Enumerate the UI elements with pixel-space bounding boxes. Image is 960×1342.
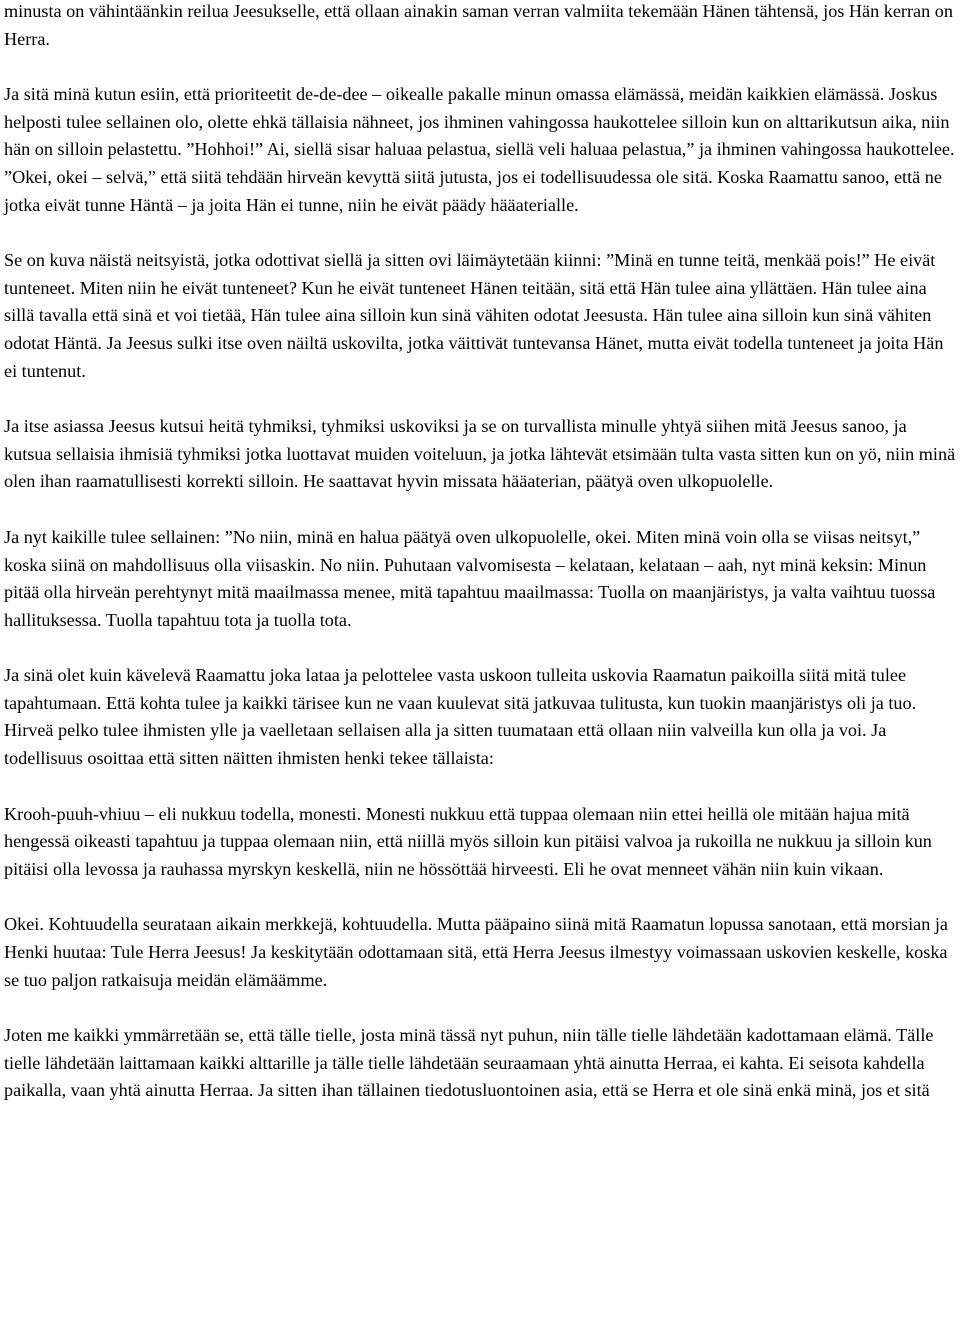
sentence: Eli he ovat menneet vähän niin kuin vikaan. [558,858,884,879]
sentence: Ja nyt kaikille tulee sellainen: ”No niin, minä en halua päätyä oven ulkopuolelle, okei. [4,526,632,547]
paragraph-9 [4,1022,956,1105]
sentence: Ja keskitytään odottamaan sitä, että Herra Jeesus ilmestyy voimassaan uskovien keskelle, koska se tuo paljon ratkaisuja meidän elämäämme. [4,942,948,990]
paragraph-6 [4,662,956,772]
sentence: He eivät tunteneet. [4,250,936,298]
paragraph-1 [4,0,956,53]
sentence: Monesti nukkuu että tuppaa olemaan niin ettei heillä ole mitään hajua mitä hengessä oikeasti tapahtuu ja tuppaa olemaan niin, että niillä myös silloin kun pitäisi valvoa ja rukoilla ne nukkuu ja silloin kun pitäisi olla levossa ja rauhassa myrskyn keskellä, niin ne hössöttää hirveesti. [4,803,932,879]
paragraph-2 [4,81,956,219]
sentence: Se on kuva näistä neitsyistä, jotka odottivat siellä ja sitten ovi läimäytetään kiinni: ”Minä en tunne teitä, menkää pois!” [4,250,870,271]
paragraph-7 [4,801,956,884]
sentence: Miten niin he eivät tunteneet? [75,277,297,298]
sentence: minusta on vähintäänkin reilua Jeesukselle, että ollaan ainakin saman verran valmiita tekemään Hänen tähtensä, jos Hän kerran on Herra. [4,1,953,49]
sentence: ”Hohhoi!” [181,139,264,160]
sentence: He saattavat hyvin missata hääaterian, päätyä oven ulkopuolelle. [298,471,774,492]
sentence: Ja sitten ihan tällainen tiedotusluontoinen asia, että se Herra et ole sinä enkä minä, jos et sitä [253,1080,930,1101]
sentence: Krooh-puuh-vhiuu – eli nukkuu todella, monesti. [4,803,362,824]
sentence: Tuolla tapahtuu tota ja tuolla tota. [101,609,352,630]
paragraph-3 [4,247,956,385]
sentence: Koska Raamattu sanoo, että ne jotka eivät tunne Häntä – ja joita Hän ei tunne, niin he eivät päädy hääaterialle. [4,166,942,215]
sentence: ”Okei, okei – selvä,” että siitä tehdään hirveän kevyttä siitä jutusta, jos ei todellisuudessa ole sitä. [4,166,713,187]
sentence: No niin. [315,554,380,575]
sentence: Ei seisota kahdella paikalla, vaan yhtä ainutta Herraa. [4,1052,925,1101]
sentence: Joskus helposti tulee sellainen olo, olette ehkä tällaisia nähneet, jos ihminen vahingossa haukottelee silloin kun on alttarikutsun aika, niin hän on silloin pelastettu. [4,84,950,160]
sentence: Tälle tielle lähdetään laittamaan kaikki alttarille ja tälle tielle lähdetään seuraamaan yhtä ainutta Herraa, ei kahta. [4,1025,934,1073]
sentence: Ai, siellä sisar haluaa pelastua, siellä veli haluaa pelastua,” ja ihminen vahingossa haukottelee. [263,139,955,160]
sentence: Puhutaan valvomisesta – kelataan, kelataan – aah, nyt minä keksin: Minun pitää olla hirveän perehtynyt mitä maailmassa menee, mitä tapahtuu maailmassa: Tuolla on maanjäristys, ja valta vaihtuu tuossa hallituksessa. [4,554,936,630]
document-page [4,0,956,1105]
sentence: Miten minä voin olla se viisas neitsyt,” koska siinä on mahdollisuus olla viisaskin. [4,526,921,575]
sentence: Mutta pääpaino siinä mitä Raamatun lopussa sanotaan, että morsian ja Henki huutaa: Tule Herra Jeesus! [4,914,948,963]
sentence: Kohtuudella seurataan aikain merkkejä, kohtuudella. [43,914,433,935]
sentence: Hän tulee aina sillä tavalla että sinä et voi tietää, Hän tulee aina silloin kun sinä vähiten odotat Jeesusta. [4,277,927,326]
sentence: Ja sinä olet kuin kävelevä Raamattu joka lataa ja pelottelee vasta uskoon tulleita uskovia Raamatun paikoilla siitä mitä tulee tapahtumaan. [4,665,907,713]
sentence: Hirveä pelko tulee ihmisten ylle ja vaelletaan sellaisen alla ja sitten tuumataan että ollaan niin valveilla kun olla ja voi. [4,720,867,741]
paragraph-8 [4,911,956,994]
sentence: Hän tulee aina silloin kun sinä vähiten odotat Häntä. [4,305,932,353]
sentence: Kun he eivät tunteneet Hänen teitään, sitä että Hän tulee aina yllättäen. [296,277,818,298]
sentence: Ja Jeesus sulki itse oven näiltä uskovilta, jotka väittivät tuntevansa Hänet, mutta eivät todella tunteneet ja joita Hän ei tuntenut. [4,332,944,381]
sentence: Ja todellisuus osoittaa että sitten näitten ihmisten henki tekee tällaista: [4,720,887,769]
sentence: Että kohta tulee ja kaikki tärisee kun ne vaan kuulevat sitä jatkuvaa tulitusta, kun tuokin maanjäristys oli ja tuo. [101,692,917,713]
sentence: Ja sitä minä kutun esiin, että prioriteetit de-de-dee – oikealle pakalle minun omassa elämässä, meidän kaikkien elämässä. [4,84,885,105]
paragraph-4 [4,413,956,496]
sentence: Okei. [4,914,44,935]
sentence: Joten me kaikki ymmärretään se, että tälle tielle, josta minä tässä nyt puhun, niin tälle tielle lähdetään kadottamaan elämä. [4,1025,892,1046]
sentence: Ja itse asiassa Jeesus kutsui heitä tyhmiksi, tyhmiksi uskoviksi ja se on turvallista minulle yhtyä siihen mitä Jeesus sanoo, ja kutsua sellaisia ihmisiä tyhmiksi jotka luottavat muiden voiteluun, ja jotka lähtevät etsimään tulta vasta sitten kun on yö, niin minä olen ihan raamatullisesti korrekti silloin. [4,416,956,492]
paragraph-5 [4,524,956,634]
